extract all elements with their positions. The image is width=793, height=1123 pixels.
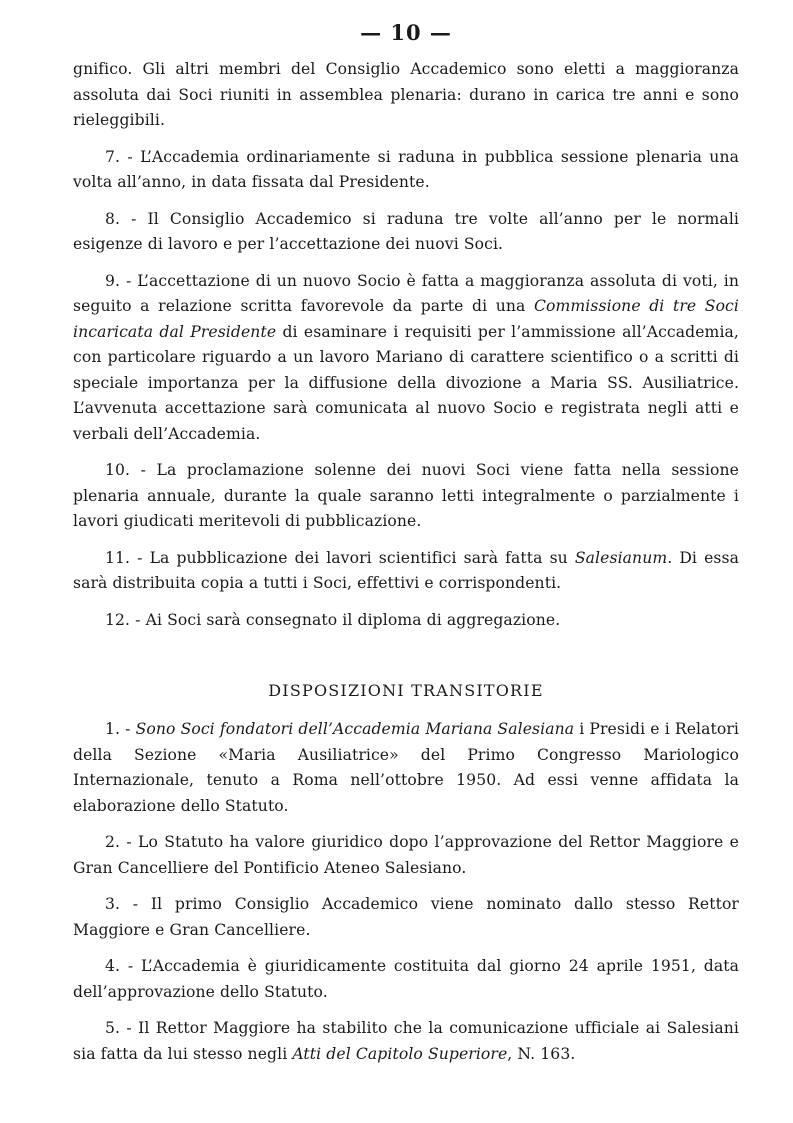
article-7 [73,145,739,196]
transitory-3 [73,892,739,943]
article-text: , N. 163. [507,1044,576,1063]
article-8 [73,207,739,258]
transitory-5 [73,1016,739,1067]
journal-name: Salesianum [574,548,668,567]
article-number: 9. - [105,271,132,290]
article-text: Il primo Consiglio Accademico viene nominato dallo stesso Rettor Maggiore e Gran Cancelliere. [73,895,739,939]
article-12 [73,608,739,634]
article-number: 7. - [105,147,133,166]
article-number: 3. - [105,895,139,913]
document-page [73,22,739,1078]
article-10 [73,458,739,535]
article-number: 4. - [105,957,134,975]
transitory-1 [73,717,739,819]
article-number: 8. - [105,209,137,228]
article-text: L’Accademia è giuridicamente costituita dal giorno 24 aprile 1951, data dell’approvazione dello Statuto. [73,957,739,1001]
article-number: 12. - [105,610,141,629]
article-text: Il Consiglio Accademico si raduna tre volte all’anno per le normali esigenze di lavoro e per l’accettazione dei nuovi Soci. [73,209,739,253]
article-11 [73,546,739,597]
article-number: 2. - [105,833,132,851]
transitory-4 [73,954,739,1005]
article-text: di esaminare i requisiti per l’ammissione all’Accademia, con particolare riguardo a un lavoro Mariano di carattere scientifico o a scritti di speciale importanza per la diffusione della divozione a Maria SS. Ausiliatrice. L’avvenuta accettazione sarà comunicata al nuovo Socio e registrata negli atti e verbali dell’Accademia. [73,322,739,443]
article-text: Il Rettor Maggiore ha stabilito che la comunicazione ufficiale ai Salesiani sia fatta da lui stesso negli [73,1019,739,1063]
publication-name: Atti del Capitolo Superiore [292,1044,508,1063]
article-text-italic: Commissione di tre Soci incaricata dal Presidente [73,297,739,341]
article-text: La pubblicazione dei lavori scientifici sarà fatta su [149,548,575,567]
intro-paragraph: gnifico. Gli altri membri del Consiglio Accademico sono eletti a maggioranza assoluta dai Soci riuniti in assemblea plenaria: durano in carica tre anni e sono rieleggibili. [73,60,739,129]
article-text: La proclamazione solenne dei nuovi Soci viene fatta nella sessione plenaria annuale, durante la quale saranno letti integralmente o parzialmente i lavori giudicati meritevoli di pubblicazione. [73,461,740,530]
article-text: Ai Soci sarà consegnato il diploma di aggregazione. [145,610,561,629]
article-number: 10. - [105,461,146,479]
article-text: L’Accademia ordinariamente si raduna in pubblica sessione plenaria una volta all’anno, in data fissata dal Presidente. [73,147,739,191]
article-text: i Presidi e i Relatori della Sezione «Maria Ausiliatrice» del Primo Congresso Mariologico Internazionale, tenuto a Roma nell’ottobre 1950. Ad essi venne affidata la elaborazione dello Statuto. [73,720,739,815]
article-text: Lo Statuto ha valore giuridico dopo l’approvazione del Rettor Maggiore e Gran Cancelliere del Pontificio Ateneo Salesiano. [73,833,739,877]
section-title: DISPOSIZIONI TRANSITORIE [268,681,544,700]
article-text-italic: Sono Soci fondatori dell’Accademia Mariana Salesiana [135,720,575,738]
article-text: L’accettazione di un nuovo Socio è fatta a maggioranza assoluta di voti, in seguito a relazione scritta favorevole da parte di una [73,271,739,315]
page-number: — 10 — [360,20,452,45]
article-text: . Di essa sarà distribuita copia a tutti i Soci, effettivi e corrispondenti. [73,548,739,592]
article-number: 1. - [105,720,131,738]
article-9 [73,269,739,448]
article-number: 5. - [105,1019,132,1037]
article-number: 11. - [105,548,143,567]
transitory-2 [73,830,739,881]
